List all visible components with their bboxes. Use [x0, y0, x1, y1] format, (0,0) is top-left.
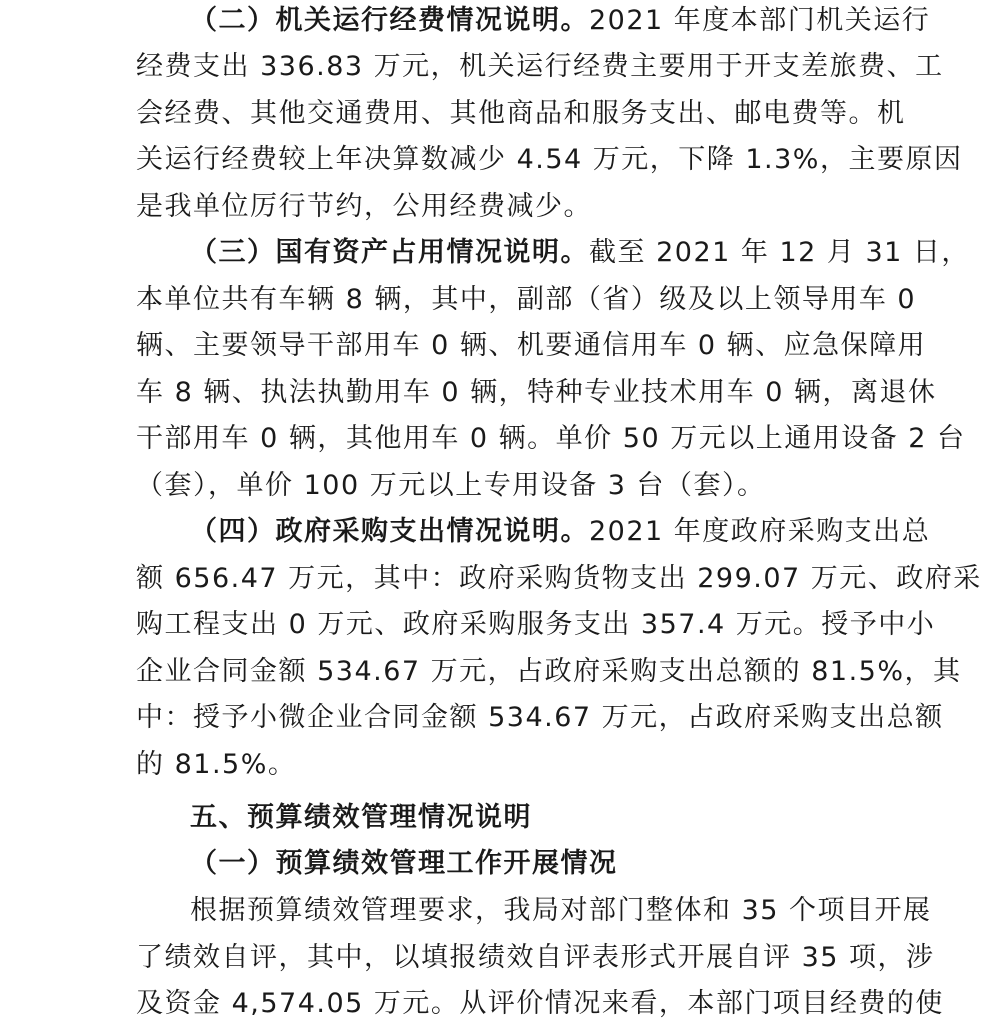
p3-text-1: 截至 2021 年 12 月 31 日， — [589, 237, 970, 268]
p4-line-4: 企业合同金额 534.67 万元，占政府采购支出总额的 81.5%，其 — [136, 656, 962, 687]
p2-line-4: 关运行经费较上年决算数减少 4.54 万元，下降 1.3%，主要原因 — [136, 144, 963, 175]
section5-line-3: 及资金 4,574.05 万元。从评价情况来看，本部门项目经费的使 — [136, 988, 944, 1019]
p4-line-5: 中：授予小微企业合同金额 534.67 万元，占政府采购支出总额 — [136, 702, 944, 733]
p2-text-1: 2021 年度本部门机关运行 — [589, 5, 931, 36]
p4-text-1: 2021 年度政府采购支出总 — [589, 516, 931, 547]
p4-line-2: 额 656.47 万元，其中：政府采购货物支出 299.07 万元、政府采 — [136, 563, 982, 594]
p2-line-5: 是我单位厉行节约，公用经费减少。 — [136, 191, 592, 222]
p2-line-1 — [190, 0, 930, 44]
p2-line-2: 经费支出 336.83 万元，机关运行经费主要用于开支差旅费、工 — [136, 51, 944, 82]
p3-line-4: 车 8 辆、执法执勤用车 0 辆，特种专业技术用车 0 辆，离退休 — [136, 377, 937, 408]
section5-subheading-1: （一）预算绩效管理工作开展情况 — [190, 848, 618, 879]
p2-line-3: 会经费、其他交通费用、其他商品和服务支出、邮电费等。机 — [136, 98, 906, 129]
p3-line-1 — [190, 230, 970, 276]
section5-line-2: 了绩效自评，其中，以填报绩效自评表形式开展自评 35 项，涉 — [136, 942, 935, 973]
p3-lead: （三）国有资产占用情况说明。 — [190, 237, 589, 268]
section5-heading: 五、预算绩效管理情况说明 — [190, 802, 532, 833]
p4-lead: （四）政府采购支出情况说明。 — [190, 516, 589, 547]
p3-line-3: 辆、主要领导干部用车 0 辆、机要通信用车 0 辆、应急保障用 — [136, 330, 927, 361]
p3-line-6: （套），单价 100 万元以上专用设备 3 台（套）。 — [136, 470, 766, 501]
p2-lead: （二）机关运行经费情况说明。 — [190, 5, 589, 36]
p4-line-3: 购工程支出 0 万元、政府采购服务支出 357.4 万元。授予中小 — [136, 609, 936, 640]
p4-line-6: 的 81.5%。 — [136, 749, 297, 780]
p3-line-5: 干部用车 0 辆，其他用车 0 辆。单价 50 万元以上通用设备 2 台 — [136, 423, 966, 454]
p4-line-1 — [190, 509, 930, 555]
section5-line-1: 根据预算绩效管理要求，我局对部门整体和 35 个项目开展 — [190, 895, 932, 926]
p3-line-2: 本单位共有车辆 8 辆，其中，副部（省）级及以上领导用车 0 — [136, 284, 917, 315]
